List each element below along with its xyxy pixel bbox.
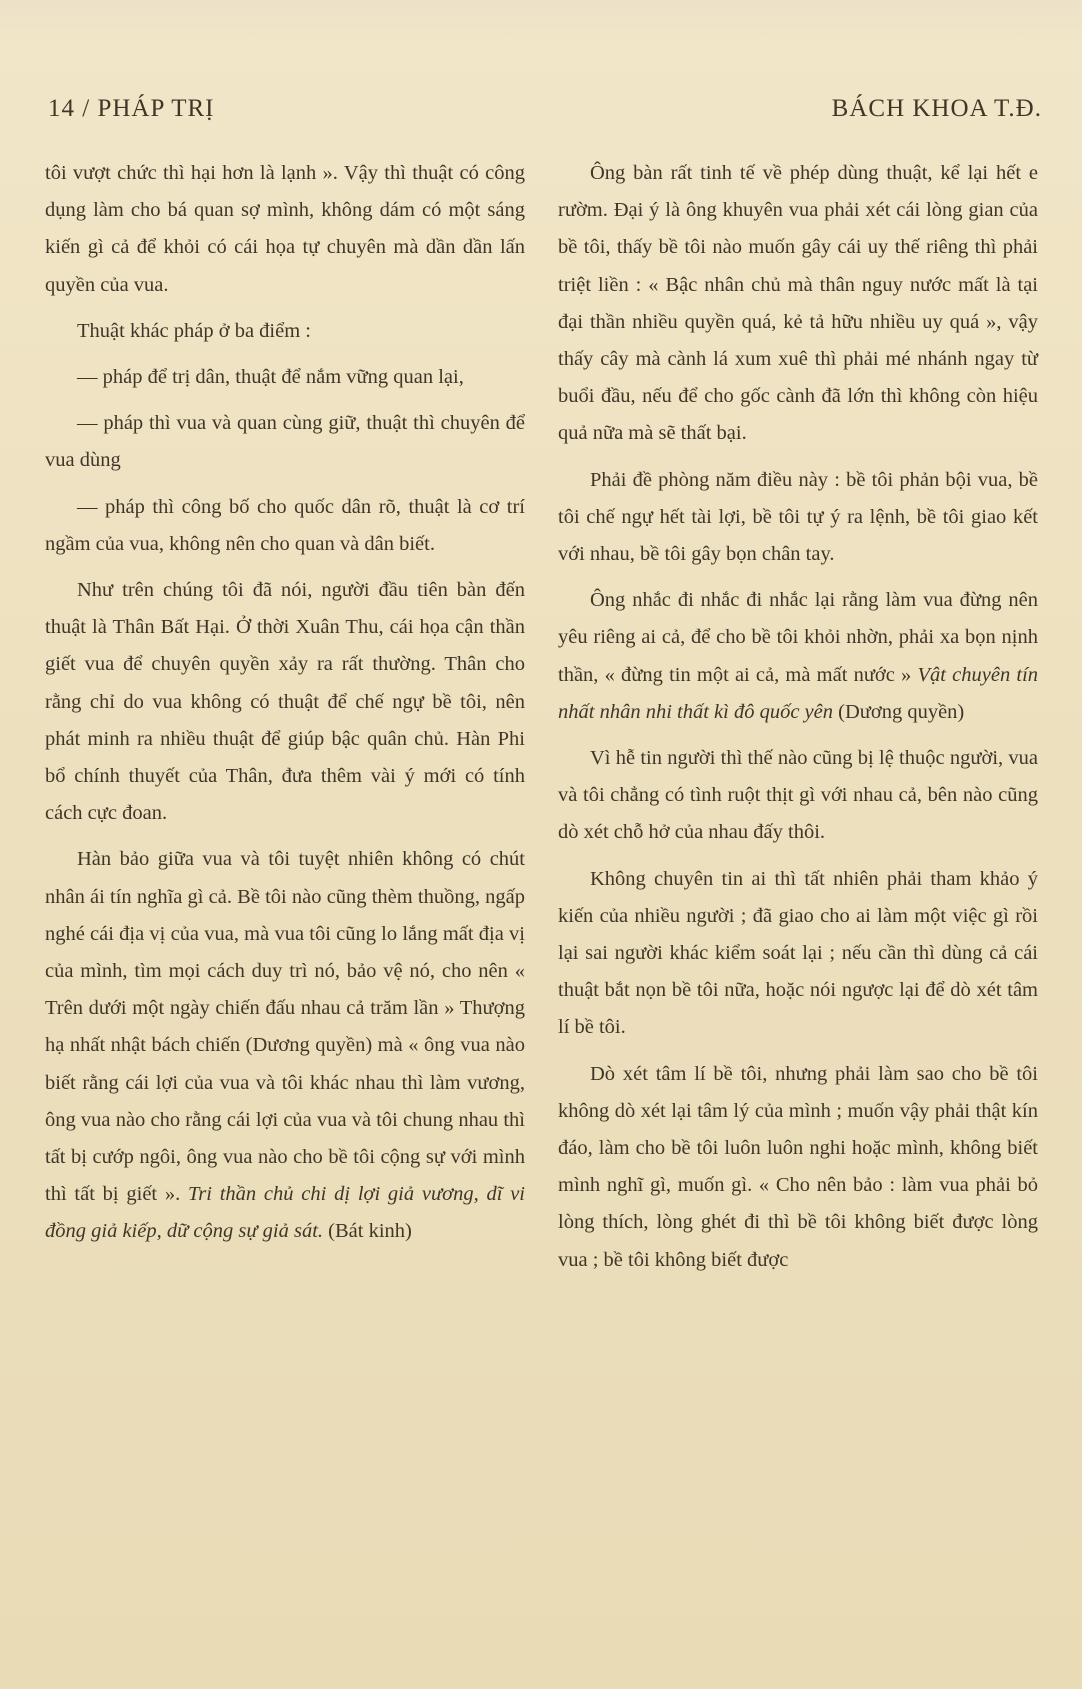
paragraph-text: Hàn bảo giữa vua và tôi tuyệt nhiên không có chút nhân ái tín nghĩa gì cả. Bề tôi nào cũng thèm thuồng, ngấp nghé cái địa vị của vua, mà vua tôi cũng lo lắng mất địa vị của mình, tìm mọi cách duy trì nó, bảo vệ nó, cho nên « Trên dưới một ngày chiến đấu nhau cả trăm lần » Thượng hạ nhất nhật bách chiến (Dương quyền) mà « ông vua nào biết rằng cái lợi của vua và tôi khác nhau thì làm vương, ông vua nào cho rằng cái lợi của vua và tôi chung nhau thì tất bị cướp ngôi, ông vua nào cho bề tôi cộng sự với mình thì tất bị giết ». — [45, 848, 525, 1206]
paragraph — [558, 582, 1038, 731]
paragraph: tôi vượt chức thì hại hơn là lạnh ». Vậy thì thuật có công dụng làm cho bá quan sợ mình, không dám có một sáng kiến gì cả để khỏi có cái họa tự chuyên mà dần dần lấn quyền của vua. — [45, 162, 525, 296]
citation: (Bát kinh) — [328, 1220, 412, 1243]
paragraph-text: Ông nhắc đi nhắc đi nhắc lại rằng làm vua đừng nên yêu riêng ai cả, để cho bề tôi khỏi nhờn, phải xa bọn nịnh thần, « đừng tin một ai cả, mà mất nước » — [558, 589, 1038, 686]
header-publication: BÁCH KHOA T.Đ. — [831, 95, 1042, 122]
right-column — [558, 155, 1038, 1288]
running-header — [48, 95, 1042, 125]
han-quote: Vật chuyên tín nhất nhân nhi thất kì đô quốc yên — [558, 663, 1039, 723]
paragraph: Ông bàn rất tinh tế về phép dùng thuật, kể lại hết e rườm. Đại ý là ông khuyên vua phải xét cái lòng gian của bề tôi, thấy bề tôi nào muốn gây cái uy thế riêng thì phải triệt liền : « Bậc nhân chủ mà thân nguy nước mất là tại đại thần nhiều quyền quá, kẻ tả hữu nhiều uy quá », vậy thấy cây mà cành lá xum xuê thì phải mé nhánh ngay từ buổi đầu, nếu để cho gốc cành đã lớn thì không còn hiệu quả nữa mà sẽ thất bại. — [558, 162, 1038, 445]
paper-stain — [0, 0, 1082, 40]
paragraph: Vì hễ tin người thì thế nào cũng bị lệ thuộc người, vua và tôi chẳng có tình ruột thịt gì với nhau cả, bên nào cũng dò xét chỗ hở của nhau đấy thôi. — [558, 747, 1038, 844]
han-quote: Tri thần chủ chi dị lợi giả vương, dĩ vi đồng giả kiếp, dữ cộng sự giả sát. — [45, 1183, 525, 1243]
paragraph: Không chuyên tin ai thì tất nhiên phải tham khảo ý kiến của nhiều người ; đã giao cho ai làm một việc gì rồi lại sai người khác kiểm soát lại ; nếu cần thì dùng cả cái thuật bắt nọn bề tôi nữa, hoặc nói ngược lại để dò xét tâm lí bề tôi. — [558, 867, 1038, 1039]
paragraph: Thuật khác pháp ở ba điểm : — [77, 319, 311, 342]
paragraph — [45, 841, 525, 1250]
paragraph: — pháp để trị dân, thuật để nắm vững quan lại, — [77, 366, 464, 389]
paragraph: — pháp thì vua và quan cùng giữ, thuật thì chuyên để vua dùng — [45, 412, 525, 472]
left-column — [45, 155, 525, 1260]
paragraph: Như trên chúng tôi đã nói, người đầu tiên bàn đến thuật là Thân Bất Hại. Ở thời Xuân Thu, cái họa cận thần giết vua để chuyên quyền xảy ra rất thường. Thân cho rằng chỉ do vua không có thuật để chế ngự bề tôi, nên phát minh ra nhiều thuật để giúp bậc quân chủ. Hàn Phi bổ chính thuyết của Thân, đưa thêm vài ý mới có tính cách cực đoan. — [45, 579, 525, 825]
header-page-title: 14 / PHÁP TRỊ — [48, 95, 215, 122]
citation: (Dương quyền) — [838, 700, 965, 723]
paragraph: — pháp thì công bố cho quốc dân rõ, thuật là cơ trí ngầm của vua, không nên cho quan và dân biết. — [45, 495, 525, 555]
paragraph: Dò xét tâm lí bề tôi, nhưng phải làm sao cho bề tôi không dò xét lại tâm lý của mình ; muốn vậy phải thật kín đáo, làm cho bề tôi luôn luôn nghi hoặc mình, không biết mình nghĩ gì, muốn gì. « Cho nên bảo : làm vua phải bỏ lòng thích, lòng ghét đi thì bề tôi không biết được lòng vua ; bề tôi không biết được — [558, 1062, 1038, 1271]
paragraph: Phải đề phòng năm điều này : bề tôi phản bội vua, bề tôi chế ngự hết tài lợi, bề tôi tự ý ra lệnh, bề tôi giao kết với nhau, bề tôi gây bọn chân tay. — [558, 468, 1038, 566]
